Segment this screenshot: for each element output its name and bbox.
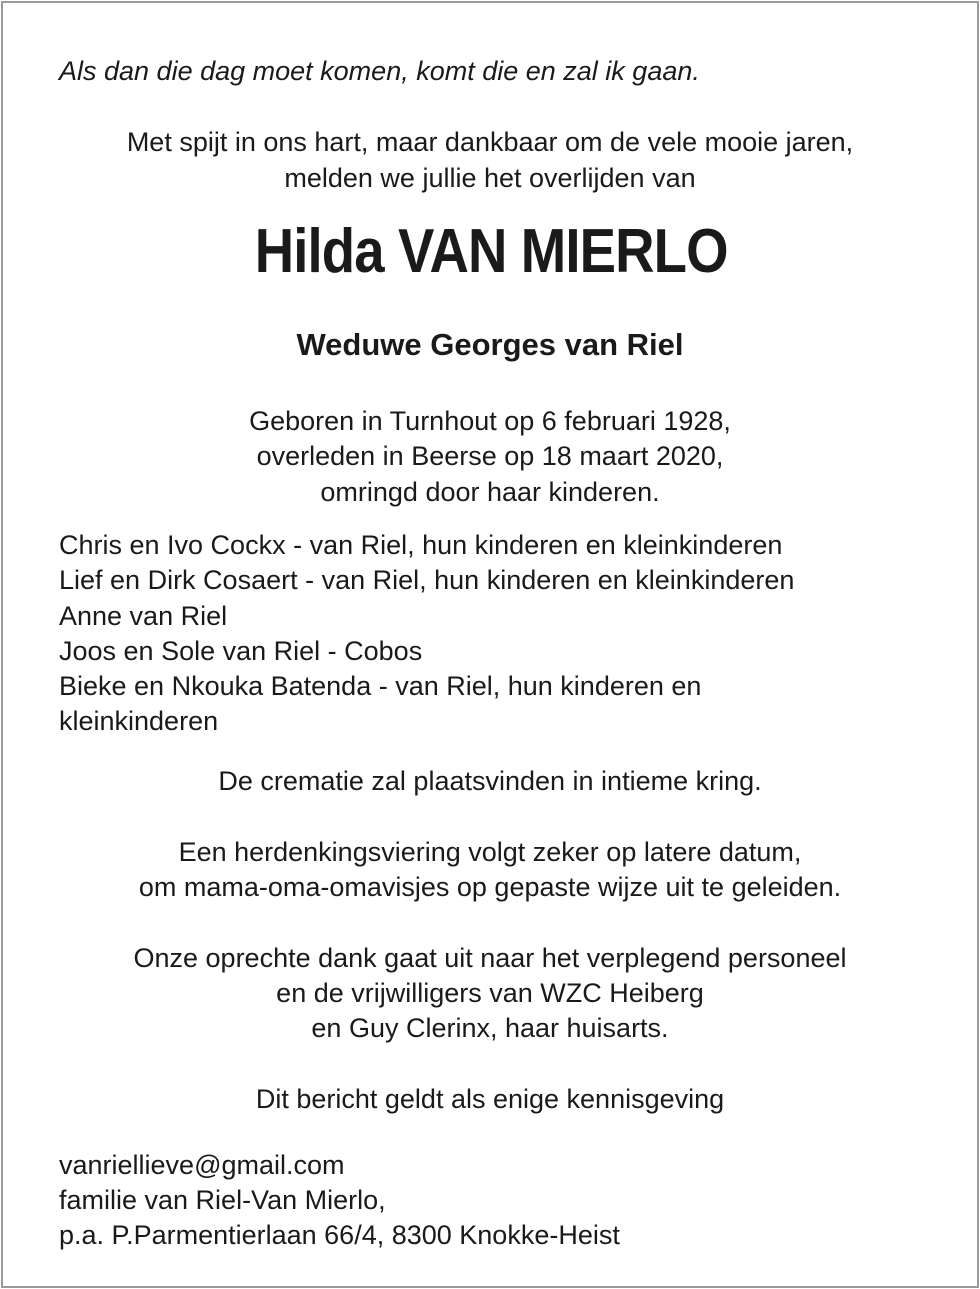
intro-line-1: Met spijt in ons hart, maar dankbaar om de vele mooie jaren, <box>126 127 854 157</box>
opening-quote: Als dan die dag moet komen, komt die en zal ik gaan. <box>59 56 700 86</box>
notice-line: Dit bericht geldt als enige kennisgeving <box>255 1084 725 1114</box>
family-line: Anne van Riel <box>59 601 228 631</box>
intro-line-2: melden we jullie het overlijden van <box>284 163 696 193</box>
contact-family: familie van Riel-Van Mierlo, <box>59 1185 386 1215</box>
contact-email[interactable]: vanriellieve@gmail.com <box>59 1150 345 1180</box>
widow-of: Weduwe Georges van Riel <box>296 327 684 362</box>
family-line: Lief en Dirk Cosaert - van Riel, hun kinderen en kleinkinderen <box>59 565 795 595</box>
thanks-line-3: en Guy Clerinx, haar huisarts. <box>311 1013 669 1043</box>
deceased-name: Hilda VAN MIERLO <box>254 217 728 286</box>
thanks-line-1: Onze oprechte dank gaat uit naar het verplegend personeel <box>133 943 847 973</box>
family-line: Joos en Sole van Riel - Cobos <box>59 636 423 666</box>
contact-address: p.a. P.Parmentierlaan 66/4, 8300 Knokke-Heist <box>59 1220 620 1250</box>
family-line: Bieke en Nkouka Batenda - van Riel, hun kinderen en <box>59 671 702 701</box>
life-line-1: Geboren in Turnhout op 6 februari 1928, <box>249 406 731 436</box>
family-line: Chris en Ivo Cockx - van Riel, hun kinderen en kleinkinderen <box>59 530 783 560</box>
family-line: kleinkinderen <box>59 706 219 736</box>
life-line-2: overleden in Beerse op 18 maart 2020, <box>256 441 724 471</box>
life-line-3: omringd door haar kinderen. <box>320 477 660 507</box>
thanks-line-2: en de vrijwilligers van WZC Heiberg <box>276 978 704 1008</box>
memorial-line-2: om mama-oma-omavisjes op gepaste wijze uit te geleiden. <box>138 872 842 902</box>
memorial-line-1: Een herdenkingsviering volgt zeker op latere datum, <box>178 837 802 867</box>
cremation-note: De crematie zal plaatsvinden in intieme kring. <box>218 766 762 796</box>
